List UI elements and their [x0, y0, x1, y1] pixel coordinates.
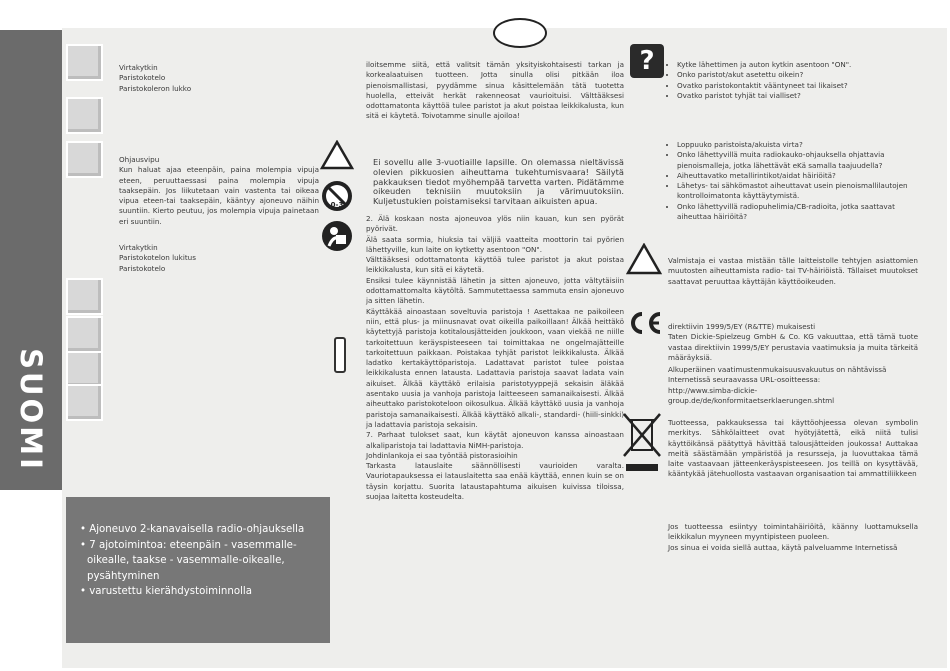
side-tab	[0, 30, 62, 490]
language-label: SUOMI	[14, 348, 48, 472]
features-list: • Ajoneuvo 2-kanavaisella radio-ohjauksella • 7 ajotoimintoa: eteenpäin - vasemmalle- oikealle, taakse - vasemmalle-oikealle, pysähtyminen • varustettu kierähdystoiminnolla	[80, 524, 305, 598]
steering-body: Kun haluat ajaa eteenpäin, paina molempia vipuja eteen, peruuttaessasi paina molempia vipuja taaksepäin. Jos liikutetaan vain vastenta tai oikeaa vipua eteen-tai taaksepäin, kääntyy ajoneuvo näihin suuntiin. Kierto peutuu, jos molempia vipuja painetaan eri suuntiin.	[119, 165, 319, 226]
parts-list-1: Virtakytkin Paristokotelo Paristokoleron lukko	[119, 63, 192, 93]
callout-square-4	[66, 278, 103, 315]
troubleshooting-list-2: • Loppuuko paristoista/akuista virta? • Onko lähettyvillä muita radiokauko-ohjauksella ohjattavia pienoismalleja, jotka lähettävät eKä samalla taajuudella? • Aiheuttavatko metallirintikot/aidat häiriöitä? • Lähetys- tai sähkömastot aiheuttavat usein pienoismallilautojen kontrolloimatonta käyttäytymistä. • Onko lähettyvillä radiopuhelimia/CB-radioita, jotka saattavat aiheuttaa häiriöitä?	[668, 140, 918, 222]
intro-text: iloitsemme siitä, että valitsit tämän yksityiskohtaisesti tarkan ja korkealaatuisen tuotteen. Jotta sinulla olisi pitkään iloa pienoismallistasi, pyydämme sinua käsittelemään tätä tuotetta huolella, etteivät herkät rakenneosat vaurioituisi. Välttääksesi odottamatonta käyttöä tulee paristot ja akut poistaa leikkikalusta, kun sitä ei käytetä. Toivotamme sinulle ajoiloa!	[366, 60, 624, 121]
age-warning-icon	[321, 180, 353, 212]
callout-square-7	[66, 384, 103, 421]
weee-bin-icon	[622, 412, 662, 474]
callout-square-1	[66, 44, 103, 81]
callout-square-2	[66, 97, 103, 134]
callout-square-3	[66, 141, 103, 178]
warning-triangle-icon	[626, 243, 662, 275]
svg-text:0-3: 0-3	[330, 201, 344, 209]
weee-text: Tuotteessa, pakkauksessa tai käyttöohjeessa olevan symbolin merkitys. Sähkölaitteet ovat hyötyjätettä, eikä niitä tulisi käyttöikänsä päätyttyä hävittää talousjätteiden joukossa! Auttakaa meitä säästämään ympäristöä ja resursseja, ja luovuttakaa tämä laite vastaavaan jätteenkeräyspisteeseen. Jos teillä on kysyttävää, kääntykää jätehuollosta vastaavan organisaation tai ammattiliikkeen	[668, 418, 918, 479]
support-text: Jos tuotteessa esiintyy toimintahäiriöitä, käänny luottamuksella leikkikalun myyneen myyntipisteen puoleen. Jos sinua ei voida siellä auttaa, käytä palveluamme Internetissä	[668, 522, 918, 552]
ce-mark-icon	[626, 310, 664, 336]
battery-icon	[334, 337, 346, 373]
troubleshooting-list-1: • Kytke lähettimen ja auton kytkin asentoon "ON". • Onko paristot/akut asetettu oikein? • Ovatko paristokontaktit vääntyneet tai likaiset? • Ovatko paristot tyhjät tai vialliset?	[668, 60, 918, 101]
callout-square-5	[66, 316, 103, 353]
safety-instructions: 2. Älä koskaan nosta ajoneuvoa ylös niin kauan, kun sen pyörät pyörivät. Älä saata sormia, hiuksia tai väljiä vaatteita moottorin tai pyörien lähettyville, kun laite on kytketty asentoon "ON". Välttääksesi odottamatonta käyttöä tulee paristot ja akut poistaa leikkikalusta, kun sitä ei käytetä. Ensiksi tulee käynnistää lähetin ja sitten ajoneuvo, jotta vältytäisiin odottamattomalta käytöltä. Sammutettaessa sammuta ensin ajoneuvo ja sitten lähetin. Käyttäkää ainoastaan soveltuvia paristoja ! Asettakaa ne paikoileen niin, että plus- ja miinusnavat ovat oikeilla paikoillaan! Älkää heittäkö käytettyjä paristoja kotitalousjätteiden joukkoon, vaan viekää ne niille tarkoitettuun keräyspisteeseen tai toimittakaa ne ongelmajätteille tarkoitettuun paikkaan. Poistakaa tyhjät paristot leikkikalusta. Älkää ladatko kertakäyttöparistoja. Ladattavat paristot tulee poistaa leikkikalusta ennen latausta. Ladattavia paristoja saavat ladata vain aikuiset. Älkää käyttäkö erilaisia paristotyyppejä sekaisin äläkää asentako uusia ja vanhoja paristoja laitteeseen samanaikaisesti. Älkää aiheuttako paristokoteloon oikosulkua. Älkää käyttäkö uusia ja vanhoja paristoja samanaikaisesti. Älkää käyttäkö alkali-, standardi- (hiili-sinkki) ja ladattavia paristoja sekaisin. 7. Parhaat tulokset saat, kun käytät ajoneuvon kanssa ainoastaan alkaliparistoja tai ladattavia NiMH-paristoja. Johdinlankoja ei saa työntää pistorasioihin Tarkasta latauslaite säännöllisesti vaurioiden varalta. Vauriotapauksessa ei latauslaitetta saa enää käyttää, ennen kuin se on täysin korjattu. Suorita lataustapahtuma aikuisen kuivissa tiloissa, suojaa laitetta kosteudelta.	[366, 214, 624, 502]
callout-square-6	[66, 351, 103, 388]
age-warning-text: Ei sovellu alle 3-vuotiaille lapsille. On olemassa nieltävissä olevien pikkuosien aiheuttama tukehtumisvaara! Säilytä pakkauksen tiedot myöhempää tarvetta varten. Pidätämme oikeuden teknisiin muutoksiin ja värimuutoksiin. Kuljetustukien poistamiseksi tarvitaan aikuisten apua.	[373, 157, 624, 207]
ce-declaration: direktiivin 1999/5/EY (R&TTE) mukaisesti Taten Dickie-Spielzeug GmbH & Co. KG vakuuttaa, että tämä tuote vastaa direktiivin 1999/5/EY perustavia vaatimuksia ja muita tärkeitä määräyksiä. Alkuperäinen vaatimustenmukaisuusvakuutus on nähtävissä Internetissä seuraavassa URL-osoitteessa: http://www.simba-dickie-group.de/de/konformitaetserklaerungen.shtml	[668, 322, 918, 406]
binder-hole	[493, 18, 547, 48]
question-icon: ?	[630, 44, 664, 78]
warning-triangle-icon	[320, 140, 354, 170]
read-instructions-icon	[321, 220, 353, 252]
liability-text: Valmistaja ei vastaa mistään tälle laitteistolle tehtyjen asiattomien muutosten aiheuttamista radio- tai TV-häiriöistä. Tällaiset muutokset saattavat peruuttaa käyttäjän käyttöoikeuden.	[668, 256, 918, 286]
parts-list-2: Virtakytkin Paristokotelon lukitus Paristokotelo	[119, 243, 196, 273]
steering-section	[119, 155, 319, 227]
steering-title: Ohjausvipu	[119, 155, 160, 164]
